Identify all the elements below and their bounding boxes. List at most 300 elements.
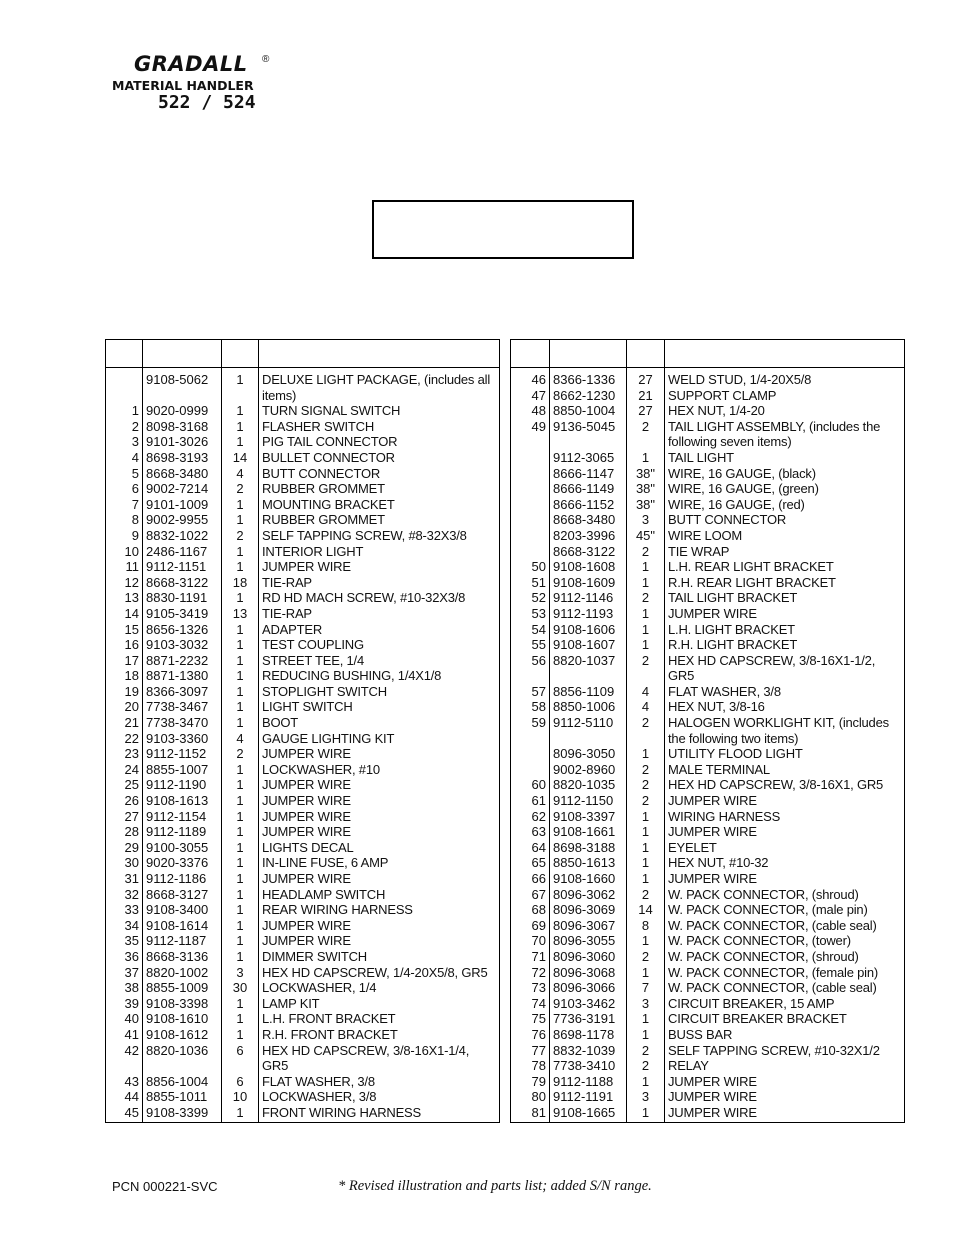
parts-row (106, 606, 500, 622)
item-number (106, 372, 143, 403)
part-number: 9002-7214 (143, 481, 222, 497)
parts-row (106, 668, 500, 684)
part-number: 9108-5062 (143, 372, 222, 403)
quantity: 3 (222, 965, 259, 981)
parts-row (511, 419, 905, 450)
parts-row (106, 855, 500, 871)
description: HEADLAMP SWITCH (259, 887, 500, 903)
part-number: 8855-1007 (143, 762, 222, 778)
part-number: 9112-1154 (143, 809, 222, 825)
quantity: 1 (627, 746, 665, 762)
description: HEX HD CAPSCREW, 1/4-20X5/8, GR5 (259, 965, 500, 981)
parts-row (106, 809, 500, 825)
parts-row (106, 512, 500, 528)
quantity: 3 (627, 996, 665, 1012)
item-number: 42 (106, 1043, 143, 1074)
quantity: 18 (222, 575, 259, 591)
parts-row (511, 544, 905, 560)
item-number: 19 (106, 684, 143, 700)
part-number: 9112-1191 (550, 1089, 627, 1105)
description: CIRCUIT BREAKER BRACKET (665, 1011, 905, 1027)
parts-row (511, 1089, 905, 1105)
quantity: 27 (627, 372, 665, 388)
item-number: 49 (511, 419, 550, 450)
quantity: 1 (627, 840, 665, 856)
part-number: 8203-3996 (550, 528, 627, 544)
description: HALOGEN WORKLIGHT KIT, (includes the following two items) (665, 715, 905, 746)
item-number: 40 (106, 1011, 143, 1027)
quantity: 1 (627, 809, 665, 825)
quantity: 27 (627, 403, 665, 419)
part-number: 8850-1004 (550, 403, 627, 419)
parts-row (106, 559, 500, 575)
description: W. PACK CONNECTOR, (female pin) (665, 965, 905, 981)
part-number: 8871-2232 (143, 653, 222, 669)
item-number: 36 (106, 949, 143, 965)
parts-row (106, 965, 500, 981)
parts-row (106, 1027, 500, 1043)
parts-row (511, 965, 905, 981)
quantity: 1 (222, 497, 259, 513)
quantity: 1 (627, 606, 665, 622)
part-number: 8820-1036 (143, 1043, 222, 1074)
parts-row (106, 996, 500, 1012)
quantity: 6 (222, 1043, 259, 1074)
parts-row (106, 918, 500, 934)
item-number: 14 (106, 606, 143, 622)
parts-row (511, 949, 905, 965)
description: IN-LINE FUSE, 6 AMP (259, 855, 500, 871)
parts-row (511, 887, 905, 903)
quantity: 10 (222, 1089, 259, 1105)
description: WELD STUD, 1/4-20X5/8 (665, 372, 905, 388)
item-number: 76 (511, 1027, 550, 1043)
item-number: 56 (511, 653, 550, 684)
item-number: 43 (106, 1074, 143, 1090)
part-number: 8096-3068 (550, 965, 627, 981)
parts-row (106, 684, 500, 700)
quantity: 13 (222, 606, 259, 622)
item-number: 58 (511, 699, 550, 715)
description: TURN SIGNAL SWITCH (259, 403, 500, 419)
parts-row (511, 996, 905, 1012)
item-number: 54 (511, 622, 550, 638)
item-number: 64 (511, 840, 550, 856)
description: JUMPER WIRE (259, 871, 500, 887)
part-number: 8871-1380 (143, 668, 222, 684)
parts-row (106, 637, 500, 653)
item-number: 55 (511, 637, 550, 653)
quantity: 4 (627, 684, 665, 700)
item-number: 35 (106, 933, 143, 949)
quantity: 1 (222, 996, 259, 1012)
description: TIE-RAP (259, 575, 500, 591)
quantity: 1 (222, 1027, 259, 1043)
item-number: 67 (511, 887, 550, 903)
parts-row (511, 715, 905, 746)
description: MALE TERMINAL (665, 762, 905, 778)
parts-row (511, 980, 905, 996)
description: TAIL LIGHT BRACKET (665, 590, 905, 606)
title-box (372, 200, 634, 259)
description: MOUNTING BRACKET (259, 497, 500, 513)
description: HEX NUT, 1/4-20 (665, 403, 905, 419)
item-number: 51 (511, 575, 550, 591)
parts-row (511, 481, 905, 497)
part-number: 8668-3122 (143, 575, 222, 591)
description: L.H. REAR LIGHT BRACKET (665, 559, 905, 575)
part-number: 9112-1189 (143, 824, 222, 840)
description: JUMPER WIRE (259, 824, 500, 840)
quantity: 38" (627, 481, 665, 497)
quantity: 1 (222, 637, 259, 653)
part-number: 9108-1609 (550, 575, 627, 591)
item-number: 37 (106, 965, 143, 981)
part-number: 8666-1152 (550, 497, 627, 513)
part-number: 8850-1006 (550, 699, 627, 715)
description: HEX NUT, 3/8-16 (665, 699, 905, 715)
parts-row (106, 887, 500, 903)
part-number: 8668-3480 (143, 466, 222, 482)
table-header-row (106, 340, 500, 368)
part-number: 8832-1039 (550, 1043, 627, 1059)
quantity: 1 (222, 684, 259, 700)
parts-row (511, 512, 905, 528)
part-number: 8366-3097 (143, 684, 222, 700)
description: TIE WRAP (665, 544, 905, 560)
part-number: 9108-3399 (143, 1105, 222, 1122)
parts-row (106, 481, 500, 497)
parts-row (106, 528, 500, 544)
item-number: 25 (106, 777, 143, 793)
quantity: 1 (222, 777, 259, 793)
description: JUMPER WIRE (665, 793, 905, 809)
description: JUMPER WIRE (665, 606, 905, 622)
quantity: 1 (222, 653, 259, 669)
quantity: 1 (222, 544, 259, 560)
parts-row (106, 1011, 500, 1027)
quantity: 1 (222, 855, 259, 871)
part-number: 8698-3188 (550, 840, 627, 856)
quantity: 1 (627, 1105, 665, 1122)
parts-row (106, 949, 500, 965)
description: BUSS BAR (665, 1027, 905, 1043)
parts-row (106, 1105, 500, 1122)
part-number: 8666-1149 (550, 481, 627, 497)
item-number (511, 544, 550, 560)
part-number: 8662-1230 (550, 388, 627, 404)
part-number: 8850-1613 (550, 855, 627, 871)
description: LAMP KIT (259, 996, 500, 1012)
quantity: 1 (222, 824, 259, 840)
quantity: 30 (222, 980, 259, 996)
item-number: 13 (106, 590, 143, 606)
description: WIRING HARNESS (665, 809, 905, 825)
part-number: 8698-3193 (143, 450, 222, 466)
item-number: 4 (106, 450, 143, 466)
part-number: 7738-3470 (143, 715, 222, 731)
item-number: 70 (511, 933, 550, 949)
part-number: 9108-1606 (550, 622, 627, 638)
description: JUMPER WIRE (665, 871, 905, 887)
item-number: 78 (511, 1058, 550, 1074)
quantity: 1 (222, 1011, 259, 1027)
parts-row (511, 622, 905, 638)
quantity: 4 (222, 731, 259, 747)
item-number: 21 (106, 715, 143, 731)
quantity: 1 (222, 793, 259, 809)
parts-row (106, 731, 500, 747)
item-number: 31 (106, 871, 143, 887)
part-number: 9112-1187 (143, 933, 222, 949)
item-number: 63 (511, 824, 550, 840)
item-number: 46 (511, 372, 550, 388)
description: W. PACK CONNECTOR, (tower) (665, 933, 905, 949)
parts-row (106, 434, 500, 450)
parts-row (106, 824, 500, 840)
description: JUMPER WIRE (259, 809, 500, 825)
part-number: 7738-3410 (550, 1058, 627, 1074)
parts-row (106, 762, 500, 778)
description: BUTT CONNECTOR (259, 466, 500, 482)
description: JUMPER WIRE (259, 777, 500, 793)
part-number: 8855-1009 (143, 980, 222, 996)
parts-row (511, 1105, 905, 1122)
quantity: 1 (222, 809, 259, 825)
quantity: 1 (627, 622, 665, 638)
description: TEST COUPLING (259, 637, 500, 653)
description: W. PACK CONNECTOR, (shroud) (665, 887, 905, 903)
description: SELF TAPPING SCREW, #8-32X3/8 (259, 528, 500, 544)
part-number: 9112-1193 (550, 606, 627, 622)
parts-row (511, 762, 905, 778)
item-number: 65 (511, 855, 550, 871)
part-number: 8366-1336 (550, 372, 627, 388)
quantity: 1 (222, 559, 259, 575)
quantity: 2 (627, 590, 665, 606)
part-number: 9103-3462 (550, 996, 627, 1012)
quantity: 2 (627, 793, 665, 809)
description: WIRE, 16 GAUGE, (black) (665, 466, 905, 482)
parts-row (511, 699, 905, 715)
item-number: 38 (106, 980, 143, 996)
item-number: 27 (106, 809, 143, 825)
description: W. PACK CONNECTOR, (male pin) (665, 902, 905, 918)
item-number: 1 (106, 403, 143, 419)
item-number (511, 481, 550, 497)
part-number: 9101-1009 (143, 497, 222, 513)
part-number: 9108-1612 (143, 1027, 222, 1043)
part-number: 8098-3168 (143, 419, 222, 435)
part-number: 7738-3467 (143, 699, 222, 715)
quantity: 2 (627, 419, 665, 450)
item-number (511, 497, 550, 513)
description: UTILITY FLOOD LIGHT (665, 746, 905, 762)
description: RELAY (665, 1058, 905, 1074)
quantity: 1 (222, 902, 259, 918)
parts-row (511, 372, 905, 388)
quantity: 2 (222, 528, 259, 544)
part-number: 9108-1610 (143, 1011, 222, 1027)
quantity: 1 (222, 403, 259, 419)
quantity: 1 (222, 419, 259, 435)
item-number: 6 (106, 481, 143, 497)
product-subtitle: MATERIAL HANDLER (112, 78, 254, 93)
parts-row (106, 450, 500, 466)
item-number: 3 (106, 434, 143, 450)
quantity: 1 (222, 933, 259, 949)
item-number: 39 (106, 996, 143, 1012)
description: WIRE, 16 GAUGE, (red) (665, 497, 905, 513)
quantity: 1 (222, 434, 259, 450)
quantity: 1 (627, 575, 665, 591)
description: JUMPER WIRE (259, 918, 500, 934)
description: DELUXE LIGHT PACKAGE, (includes all items) (259, 372, 500, 403)
description: REDUCING BUSHING, 1/4X1/8 (259, 668, 500, 684)
item-number: 24 (106, 762, 143, 778)
quantity: 8 (627, 918, 665, 934)
quantity: 1 (222, 949, 259, 965)
description: JUMPER WIRE (259, 793, 500, 809)
description: R.H. FRONT BRACKET (259, 1027, 500, 1043)
part-number: 9108-3397 (550, 809, 627, 825)
description: R.H. REAR LIGHT BRACKET (665, 575, 905, 591)
item-number: 62 (511, 809, 550, 825)
parts-row (106, 544, 500, 560)
description: RUBBER GROMMET (259, 481, 500, 497)
part-number: 9112-1146 (550, 590, 627, 606)
item-number: 44 (106, 1089, 143, 1105)
item-number (511, 528, 550, 544)
quantity: 2 (627, 949, 665, 965)
item-number: 20 (106, 699, 143, 715)
part-number: 9108-3398 (143, 996, 222, 1012)
item-number: 29 (106, 840, 143, 856)
part-number: 8698-1178 (550, 1027, 627, 1043)
parts-row (511, 450, 905, 466)
item-number: 2 (106, 419, 143, 435)
quantity: 1 (222, 590, 259, 606)
part-number: 9108-3400 (143, 902, 222, 918)
description: ADAPTER (259, 622, 500, 638)
part-number: 9100-3055 (143, 840, 222, 856)
item-number (511, 762, 550, 778)
description: JUMPER WIRE (665, 1074, 905, 1090)
part-number: 9103-3032 (143, 637, 222, 653)
quantity: 1 (222, 887, 259, 903)
description: TIE-RAP (259, 606, 500, 622)
part-number: 8855-1011 (143, 1089, 222, 1105)
parts-row (511, 497, 905, 513)
quantity: 45" (627, 528, 665, 544)
description: W. PACK CONNECTOR, (cable seal) (665, 980, 905, 996)
description: LOCKWASHER, #10 (259, 762, 500, 778)
quantity: 1 (222, 512, 259, 528)
item-number: 48 (511, 403, 550, 419)
part-number: 9112-3065 (550, 450, 627, 466)
item-number: 72 (511, 965, 550, 981)
parts-row (106, 933, 500, 949)
parts-row (511, 1011, 905, 1027)
pcn-number: PCN 000221-SVC (112, 1179, 218, 1194)
parts-row (106, 575, 500, 591)
parts-row (106, 715, 500, 731)
quantity: 1 (222, 699, 259, 715)
part-number: 9112-1151 (143, 559, 222, 575)
parts-row (511, 1074, 905, 1090)
part-number: 9136-5045 (550, 419, 627, 450)
part-number: 9020-0999 (143, 403, 222, 419)
quantity: 7 (627, 980, 665, 996)
parts-row (511, 871, 905, 887)
part-number: 8096-3066 (550, 980, 627, 996)
item-number: 79 (511, 1074, 550, 1090)
parts-row (106, 1043, 500, 1074)
parts-row (511, 606, 905, 622)
revision-note: * Revised illustration and parts list; added S/N range. (338, 1178, 652, 1194)
description: TAIL LIGHT ASSEMBLY, (includes the following seven items) (665, 419, 905, 450)
description: JUMPER WIRE (665, 1105, 905, 1122)
parts-table-left (105, 339, 500, 1123)
item-number (511, 746, 550, 762)
parts-row (511, 637, 905, 653)
quantity: 14 (627, 902, 665, 918)
item-number: 57 (511, 684, 550, 700)
quantity: 6 (222, 1074, 259, 1090)
parts-row (106, 497, 500, 513)
part-number: 8096-3055 (550, 933, 627, 949)
parts-row (106, 1074, 500, 1090)
quantity: 1 (627, 1027, 665, 1043)
quantity: 2 (627, 544, 665, 560)
quantity: 21 (627, 388, 665, 404)
part-number: 8096-3060 (550, 949, 627, 965)
description: FLAT WASHER, 3/8 (665, 684, 905, 700)
description: HEX HD CAPSCREW, 3/8-16X1-1/2, GR5 (665, 653, 905, 684)
item-number: 75 (511, 1011, 550, 1027)
description: HEX HD CAPSCREW, 3/8-16X1-1/4, GR5 (259, 1043, 500, 1074)
parts-row (511, 575, 905, 591)
parts-row (511, 809, 905, 825)
item-number: 68 (511, 902, 550, 918)
quantity: 38" (627, 466, 665, 482)
parts-row (511, 1027, 905, 1043)
item-number: 81 (511, 1105, 550, 1122)
parts-row (106, 622, 500, 638)
item-number: 7 (106, 497, 143, 513)
parts-row (106, 1089, 500, 1105)
part-number: 7736-3191 (550, 1011, 627, 1027)
registered-mark: ® (262, 54, 270, 65)
item-number: 80 (511, 1089, 550, 1105)
quantity: 1 (222, 840, 259, 856)
item-number: 17 (106, 653, 143, 669)
part-number: 8668-3480 (550, 512, 627, 528)
description: BUTT CONNECTOR (665, 512, 905, 528)
parts-row (106, 699, 500, 715)
part-number: 8856-1004 (143, 1074, 222, 1090)
description: DIMMER SWITCH (259, 949, 500, 965)
quantity: 1 (627, 1074, 665, 1090)
quantity: 1 (222, 1105, 259, 1122)
part-number: 9108-1607 (550, 637, 627, 653)
description: FLASHER SWITCH (259, 419, 500, 435)
part-number: 8666-1147 (550, 466, 627, 482)
quantity: 4 (222, 466, 259, 482)
parts-row (511, 824, 905, 840)
part-number: 8668-3136 (143, 949, 222, 965)
item-number: 12 (106, 575, 143, 591)
